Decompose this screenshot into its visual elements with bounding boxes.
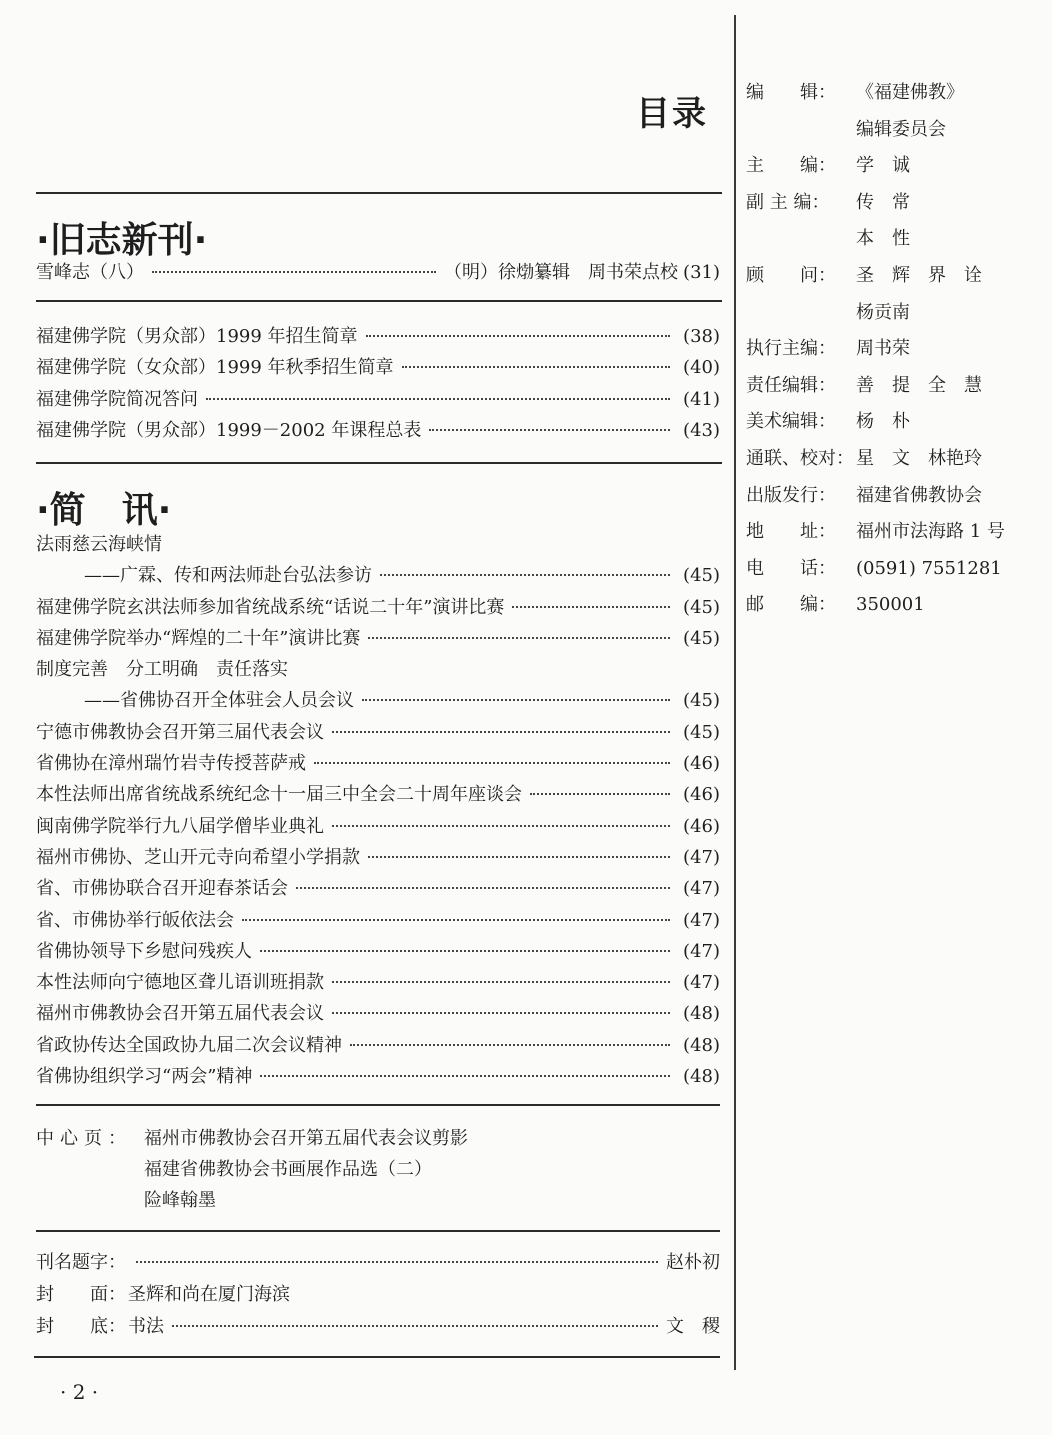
masthead-value: (0591) 7551281 xyxy=(856,557,1002,579)
masthead-label: 执行主编： xyxy=(746,338,836,360)
toc-old-journal xyxy=(36,258,720,289)
toc-news xyxy=(36,530,720,1093)
toc-entry[interactable] xyxy=(36,624,720,655)
dot-leader xyxy=(260,950,670,952)
dot-leader xyxy=(512,606,670,608)
toc-entry-title: ——省佛协召开全体驻会人员会议 xyxy=(84,690,354,712)
center-pages xyxy=(36,1124,468,1217)
dot-leader xyxy=(429,429,670,431)
toc-entry-title: 省、市佛协举行皈依法会 xyxy=(36,909,234,931)
divider xyxy=(36,1230,720,1232)
masthead-label: 出版发行： xyxy=(746,484,836,506)
masthead-value: 学 诚 xyxy=(856,155,910,177)
toc-entry-credit: （明）徐𤊹纂辑 周书荣点校 xyxy=(444,262,678,283)
toc-entry[interactable] xyxy=(36,906,720,937)
masthead-label: 主 编： xyxy=(746,155,836,177)
toc-entry-title: 福州市佛协、芝山开元寺向希望小学捐款 xyxy=(36,846,360,868)
dot-leader xyxy=(380,574,670,576)
dot-leader xyxy=(402,366,670,368)
toc-entry-page: (45) xyxy=(683,690,720,712)
toc-entry-title: 省政协传达全国政协九届二次会议精神 xyxy=(36,1034,342,1056)
toc-entry-title: 本性法师出席省统战系统纪念十一届三中全会二十周年座谈会 xyxy=(36,784,522,806)
dot-leader xyxy=(368,637,670,639)
toc-entry-page: (46) xyxy=(683,753,720,775)
toc-entry-page: (45) xyxy=(683,565,720,587)
masthead-value: 圣 辉 界 诠 xyxy=(856,264,982,286)
dot-leader xyxy=(136,1261,658,1263)
dot-leader xyxy=(206,398,670,400)
masthead-label: 邮 编： xyxy=(746,594,836,616)
toc-entry-title: 制度完善 分工明确 责任落实 xyxy=(36,659,288,681)
toc-entry-page: (48) xyxy=(683,1034,720,1056)
toc-entry-title: 福州市佛教协会召开第五届代表会议 xyxy=(36,1003,324,1025)
dot-leader xyxy=(350,1044,670,1046)
masthead-label: 通联、校对： xyxy=(746,447,854,469)
toc-entry-page: (45) xyxy=(683,596,720,618)
toc-entry-title: 省佛协领导下乡慰问残疾人 xyxy=(36,940,252,962)
toc-entry-page: (47) xyxy=(683,972,720,994)
toc-entry[interactable] xyxy=(36,968,720,999)
toc-entry-title: 省佛协组织学习“两会”精神 xyxy=(36,1066,253,1088)
toc-entry-page: (47) xyxy=(683,940,720,962)
credit-row xyxy=(36,1280,720,1312)
masthead-value: 杨 朴 xyxy=(856,411,910,433)
toc-entry[interactable] xyxy=(36,718,720,749)
toc-entry-page: (47) xyxy=(683,878,720,900)
credit-name: 赵朴初 xyxy=(666,1252,720,1273)
toc-entry[interactable] xyxy=(36,385,720,416)
toc-entry[interactable] xyxy=(36,353,720,384)
divider-bottom xyxy=(34,1356,720,1358)
divider xyxy=(36,1104,720,1106)
dot-leader xyxy=(152,271,436,273)
divider xyxy=(36,300,722,302)
toc-entry-page: (38) xyxy=(683,326,720,347)
page-title: 目录 xyxy=(636,94,708,134)
toc-entry-page: (47) xyxy=(683,909,720,931)
toc-entry-title: 福建佛学院（男众部）1999 年招生简章 xyxy=(36,326,358,347)
page-number: · 2 · xyxy=(60,1380,99,1404)
dot-leader xyxy=(332,981,670,983)
toc-entry[interactable] xyxy=(36,780,720,811)
masthead-value: 周书荣 xyxy=(856,338,910,360)
divider-top xyxy=(36,192,722,194)
toc-entry-page: (43) xyxy=(683,419,720,441)
toc-entry-title: 福建佛学院（男众部）1999－2002 年课程总表 xyxy=(36,419,422,441)
toc-entry-page: (45) xyxy=(683,721,720,743)
center-page-item[interactable]: 福建省佛教协会书画展作品选（二） xyxy=(144,1159,432,1180)
toc-entry-page: (31) xyxy=(683,262,720,283)
toc-entry[interactable] xyxy=(36,322,720,353)
toc-entry-page: (46) xyxy=(683,815,720,837)
toc-entry-page: (41) xyxy=(683,388,720,410)
toc-entry-title: 省、市佛协联合召开迎春茶话会 xyxy=(36,878,288,900)
masthead-value: 350001 xyxy=(856,594,925,616)
toc-entry-title: ——广霖、传和两法师赴台弘法参访 xyxy=(84,565,372,587)
credit-name: 文 稷 xyxy=(666,1316,720,1337)
toc-entry-page: (48) xyxy=(683,1003,720,1025)
center-pages-label: 中心页： xyxy=(36,1128,132,1149)
masthead-value: 星 文 林艳玲 xyxy=(856,447,982,469)
toc-entry[interactable] xyxy=(36,258,720,289)
dot-leader xyxy=(362,699,670,701)
masthead-value: 福州市法海路 1 号 xyxy=(856,521,1005,543)
toc-entry[interactable] xyxy=(36,749,720,780)
masthead-value: 善 提 全 慧 xyxy=(856,374,982,396)
toc-entry-title: 福建佛学院举办“辉煌的二十年”演讲比赛 xyxy=(36,627,361,649)
credit-row xyxy=(36,1248,720,1280)
masthead-value: 编辑委员会 xyxy=(856,118,946,140)
masthead-label: 电 话： xyxy=(746,557,836,579)
toc-entry-title: 福建佛学院玄洪法师参加省统战系统“话说二十年”演讲比赛 xyxy=(36,596,505,618)
toc-entry-page: (48) xyxy=(683,1066,720,1088)
dot-leader xyxy=(530,793,670,795)
toc-entry[interactable] xyxy=(36,1031,720,1062)
toc-entry[interactable] xyxy=(36,686,720,717)
dot-leader xyxy=(332,1012,670,1014)
toc-entry-title: 闽南佛学院举行九八届学僧毕业典礼 xyxy=(36,815,324,837)
dot-leader xyxy=(242,919,670,921)
center-page-item[interactable]: 福州市佛教协会召开第五届代表会议剪影 xyxy=(144,1128,468,1149)
credit-value: 书法 xyxy=(128,1316,164,1337)
toc-entry-title: 宁德市佛教协会召开第三届代表会议 xyxy=(36,721,324,743)
credit-value: 圣辉和尚在厦门海滨 xyxy=(128,1284,290,1305)
center-page-item[interactable]: 险峰翰墨 xyxy=(144,1190,216,1211)
credit-label: 刊名题字： xyxy=(36,1252,126,1273)
toc-entry[interactable] xyxy=(36,416,720,447)
toc-entry-page: (47) xyxy=(683,846,720,868)
masthead-label: 责任编辑： xyxy=(746,374,836,396)
credits xyxy=(36,1248,720,1344)
masthead-value: 福建省佛教协会 xyxy=(856,484,982,506)
column-divider xyxy=(734,15,736,1370)
toc-entry-page: (45) xyxy=(683,627,720,649)
toc-entry-title: 本性法师向宁德地区聋儿语训班捐款 xyxy=(36,972,324,994)
dot-leader xyxy=(296,887,670,889)
dot-leader xyxy=(366,335,670,337)
dot-leader xyxy=(172,1325,658,1327)
toc-entry[interactable] xyxy=(36,874,720,905)
section-heading-news: ·简 讯· xyxy=(36,490,172,531)
divider xyxy=(36,462,722,464)
credit-label: 封 面： xyxy=(36,1284,126,1305)
dot-leader xyxy=(260,1075,670,1077)
toc-entry-title: 福建佛学院（女众部）1999 年秋季招生简章 xyxy=(36,357,394,379)
masthead xyxy=(746,78,1036,627)
toc-entry-page: (40) xyxy=(683,357,720,379)
masthead-value: 传 常 xyxy=(856,191,910,213)
masthead-label: 美术编辑： xyxy=(746,411,836,433)
dot-leader xyxy=(332,825,670,827)
toc-entry[interactable] xyxy=(36,593,720,624)
credit-row xyxy=(36,1312,720,1344)
toc-entry-title: 雪峰志（八） xyxy=(36,262,144,283)
dot-leader xyxy=(332,731,670,733)
masthead-label: 编 辑： xyxy=(746,82,836,103)
toc-entry[interactable] xyxy=(36,999,720,1030)
toc-entry[interactable] xyxy=(36,937,720,968)
toc-entry-page: (46) xyxy=(683,784,720,806)
toc-entry[interactable] xyxy=(36,1062,720,1093)
toc-entry[interactable] xyxy=(36,655,720,686)
toc-entry-title: 福建佛学院简况答问 xyxy=(36,388,198,410)
toc-entry[interactable] xyxy=(36,561,720,592)
masthead-value: 杨贡南 xyxy=(856,301,910,323)
toc-enrollment xyxy=(36,322,720,447)
masthead-value: 《福建佛教》 xyxy=(856,82,964,103)
toc-entry[interactable] xyxy=(36,530,720,561)
toc-entry-title: 省佛协在漳州瑞竹岩寺传授菩萨戒 xyxy=(36,753,306,775)
masthead-label: 顾 问： xyxy=(746,264,836,286)
dot-leader xyxy=(314,762,670,764)
credit-label: 封 底： xyxy=(36,1316,126,1337)
toc-entry[interactable] xyxy=(36,812,720,843)
masthead-label: 地 址： xyxy=(746,521,836,543)
toc-entry[interactable] xyxy=(36,843,720,874)
masthead-value: 本 性 xyxy=(856,228,910,250)
section-heading-old-journal: ·旧志新刊· xyxy=(36,220,208,261)
dot-leader xyxy=(368,856,670,858)
toc-entry-title: 法雨慈云海峡情 xyxy=(36,534,162,555)
masthead-label: 副 主 编： xyxy=(746,191,830,213)
